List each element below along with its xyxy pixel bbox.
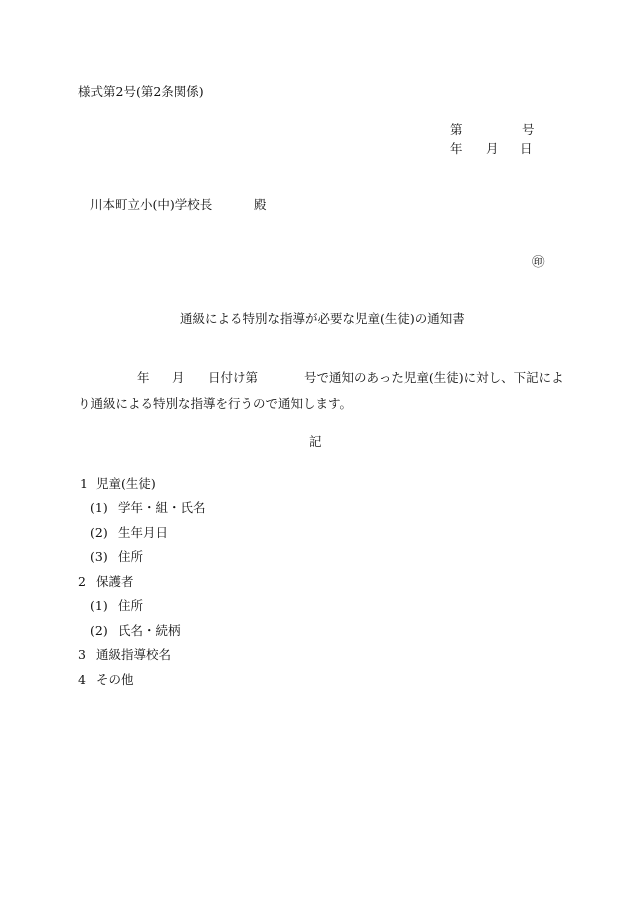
list-item bbox=[0, 598, 630, 614]
item-label: 生年月日 bbox=[118, 525, 169, 540]
body-year: 年 bbox=[137, 370, 150, 385]
document-date-month: 月 bbox=[486, 141, 499, 156]
item-label: 氏名・続柄 bbox=[118, 623, 181, 638]
list-item bbox=[0, 623, 630, 639]
body-line-2: り通級による特別な指導を行うので通知します。 bbox=[78, 396, 353, 411]
item-number: (2) bbox=[90, 525, 108, 540]
item-label: 通級指導校名 bbox=[96, 647, 172, 662]
item-number: (1) bbox=[90, 500, 108, 515]
document-date bbox=[0, 141, 630, 157]
document-number bbox=[0, 122, 630, 138]
item-number: (1) bbox=[90, 598, 108, 613]
seal-mark: ㊞ bbox=[532, 254, 545, 269]
list-item bbox=[0, 500, 630, 516]
list-item bbox=[0, 647, 630, 663]
list-item bbox=[0, 574, 630, 590]
item-label: 児童(生徒) bbox=[96, 476, 156, 491]
document-number-dai: 第 bbox=[450, 122, 463, 137]
list-item bbox=[0, 476, 630, 492]
list-item bbox=[0, 525, 630, 541]
document-date-day: 日 bbox=[520, 141, 533, 156]
item-label: 住所 bbox=[118, 598, 144, 613]
document-date-year: 年 bbox=[450, 141, 463, 156]
ki-heading: 記 bbox=[309, 434, 322, 449]
item-label: その他 bbox=[96, 672, 134, 687]
item-label: 学年・組・氏名 bbox=[118, 500, 206, 515]
item-number: (3) bbox=[90, 549, 108, 564]
document-number-go: 号 bbox=[522, 122, 535, 137]
list-item bbox=[0, 672, 630, 688]
item-label: 住所 bbox=[118, 549, 144, 564]
list-item bbox=[0, 549, 630, 565]
body-line1-rest: 号で通知のあった児童(生徒)に対し、下記によ bbox=[304, 370, 564, 385]
item-number: 3 bbox=[78, 647, 86, 662]
addressee-honorific: 殿 bbox=[254, 197, 267, 212]
body-month: 月 bbox=[172, 370, 185, 385]
body-line-1 bbox=[0, 370, 630, 386]
document-title: 通級による特別な指導が必要な児童(生徒)の通知書 bbox=[180, 311, 465, 326]
item-number: 4 bbox=[78, 672, 86, 687]
item-number: 2 bbox=[78, 574, 86, 589]
item-number: 1 bbox=[80, 476, 88, 491]
form-label: 様式第2号(第2条関係) bbox=[78, 84, 204, 99]
item-number: (2) bbox=[90, 623, 108, 638]
item-label: 保護者 bbox=[96, 574, 134, 589]
body-date-label: 日付け第 bbox=[208, 370, 259, 385]
addressee-name: 川本町立小(中)学校長 bbox=[90, 197, 213, 212]
addressee bbox=[0, 197, 630, 213]
